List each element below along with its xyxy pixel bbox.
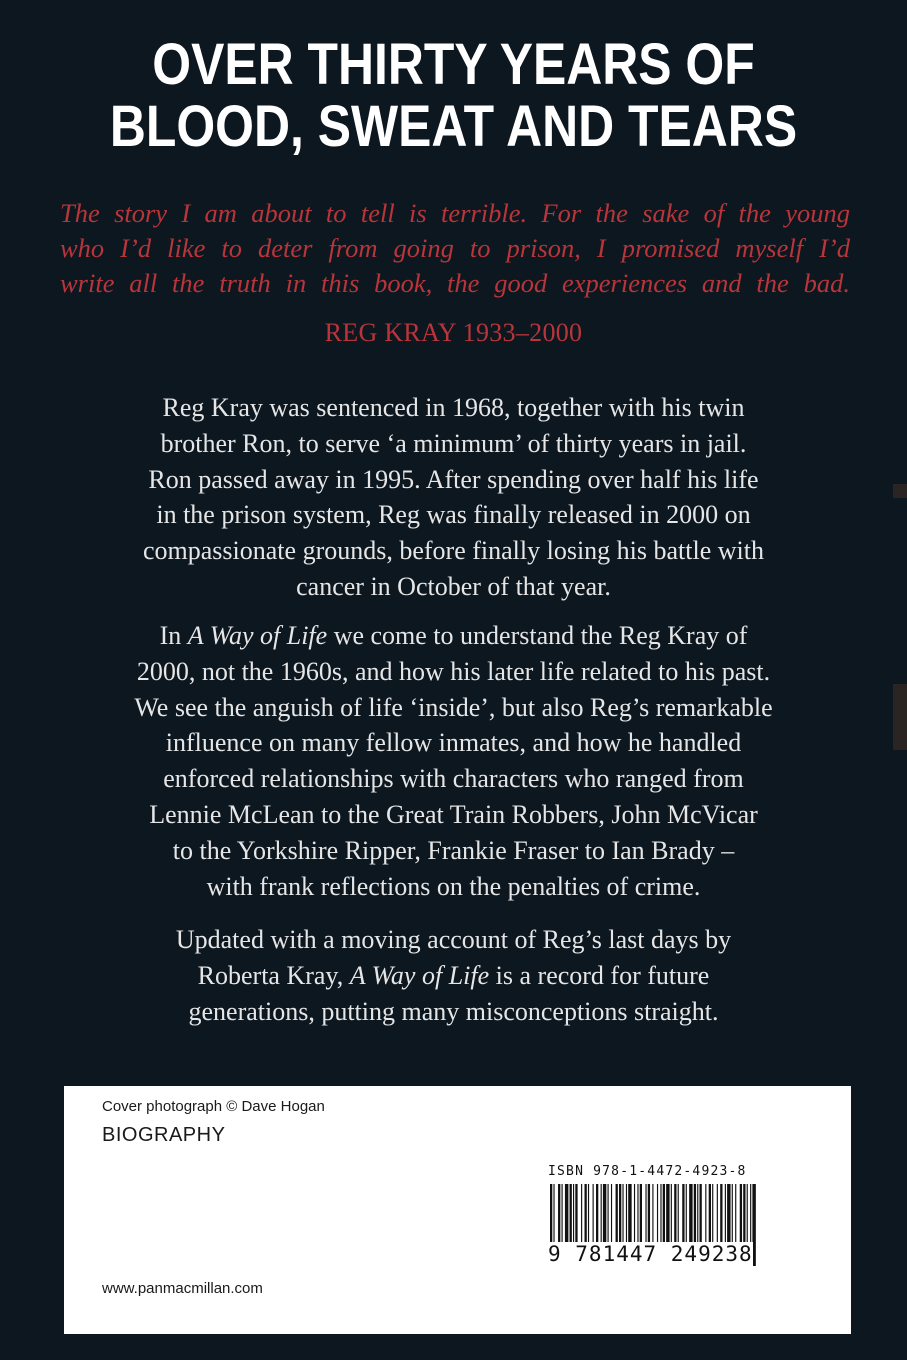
quote-attribution: REG KRAY 1933–2000 [324,318,583,347]
blurb-paragraph-3 [40,922,867,1029]
quote-line-3: write all the truth in this book, the good experiences and the bad. [60,268,850,298]
blurb-line: Reg Kray was sentenced in 1968, together with his twin [162,393,745,422]
quote-line-2: who I’d like to deter from going to prison, I promised myself I’d [60,233,850,263]
blurb-line: to the Yorkshire Ripper, Frankie Fraser to Ian Brady – [172,835,735,865]
blurb-line: in the prison system, Reg was finally released in 2000 on [156,500,751,530]
book-title: A Way of Life [187,621,328,650]
blurb-line [40,618,867,654]
isbn-label: ISBN 978-1-4472-4923-8 [548,1164,747,1179]
blurb-line: with frank reflections on the penalties of crime. [206,871,701,901]
blurb-line: enforced relationships with characters who ranged from [163,764,744,794]
barcode-number: 9 781447 249238 [548,1242,753,1266]
spine-edge-mark [893,484,907,498]
blurb-line: brother Ron, to serve ‘a minimum’ of thirty years in jail. [160,428,747,458]
blurb-line: Ron passed away in 1995. After spending over half his life [148,464,759,494]
photo-credit: Cover photograph © Dave Hogan [102,1098,325,1115]
blurb-line: 2000, not the 1960s, and how his later life related to his past. [136,656,771,686]
blurb-line: We see the anguish of life ‘inside’, but also Reg’s remarkable [134,692,773,722]
blurb-text: In [159,621,188,650]
blurb-line: generations, putting many misconceptions straight. [188,996,719,1026]
headline-line-2: BLOOD, SWEAT AND TEARS [109,94,798,159]
quote-line-1: The story I am about to tell is terrible. For the sake of the young [60,198,850,228]
spine-edge-mark [893,684,907,750]
blurb-line: influence on many fellow inmates, and how he handled [165,728,742,758]
blurb-line: Lennie McLean to the Great Train Robbers, John McVicar [149,799,758,829]
pull-quote [60,196,850,301]
blurb-paragraph-1 [40,390,867,605]
imprint-panel [64,1086,851,1334]
category-label: BIOGRAPHY [102,1124,226,1146]
book-title: A Way of Life [349,960,490,990]
headline-line-1: OVER THIRTY YEARS OF [152,32,755,97]
blurb-line [40,958,867,994]
blurb-line: compassionate grounds, before finally losing his battle with [143,536,764,566]
blurb-text: we come to understand the Reg Kray of [327,621,748,650]
blurb-text: Roberta Kray, [197,960,350,990]
blurb-text: is a record for future [489,960,710,990]
headline [63,34,843,158]
blurb-line: Updated with a moving account of Reg’s last days by [175,925,732,954]
barcode-digits [548,1242,758,1266]
blurb-line: cancer in October of that year. [296,571,611,601]
blurb-paragraph-2 [40,618,867,904]
publisher-url: www.panmacmillan.com [102,1280,263,1297]
